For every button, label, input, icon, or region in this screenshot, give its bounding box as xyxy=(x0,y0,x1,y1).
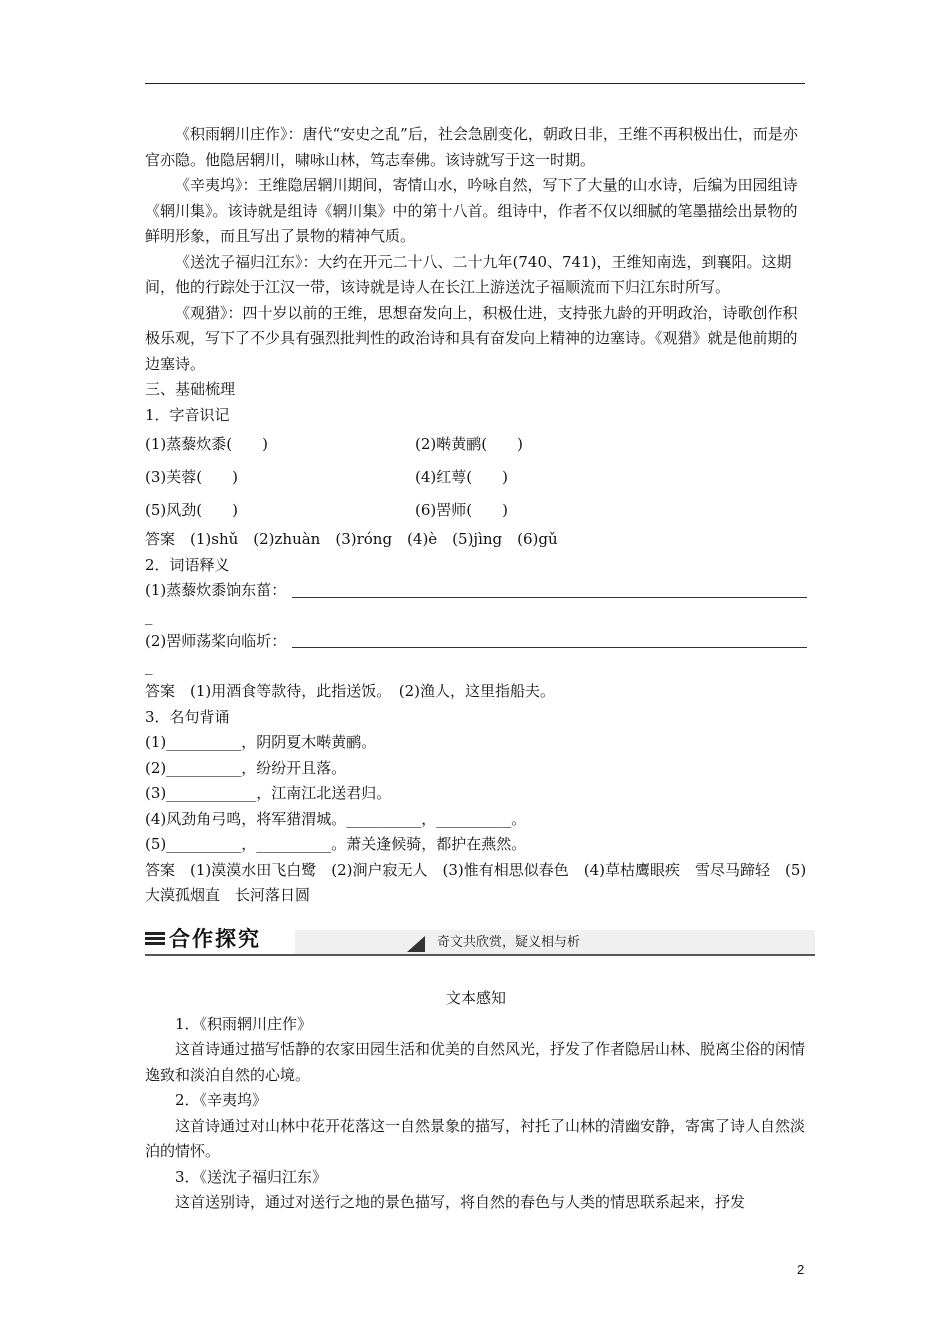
definition-label: (2)罟师荡桨向临圻： xyxy=(145,631,287,650)
q3-heading: 3．名句背诵 xyxy=(145,707,230,726)
answer-blank-line xyxy=(292,596,807,598)
perception-item-title: 2．《辛夷坞》 xyxy=(175,1091,268,1109)
answer-blank-line xyxy=(292,646,807,648)
definition-row-1 xyxy=(145,578,807,604)
continuation-mark: _ xyxy=(145,606,153,625)
pronunciation-row-1 xyxy=(145,428,807,461)
pronunciation-item: (6)罟师( ) xyxy=(415,501,508,519)
stripes-icon xyxy=(145,932,165,950)
pronunciation-item: (5)风劲( ) xyxy=(145,501,238,519)
intro-paragraph-1: 《积雨辋川庄作》：唐代“安史之乱”后，社会急剧变化，朝政日非，王维不再积极出仕，而是亦官亦隐。他隐居辋川，啸咏山林，笃志奉佛。该诗就写于这一时期。 xyxy=(145,125,798,169)
section-heading: 三、基础梳理 xyxy=(145,380,236,398)
perception-item-text: 这首诗通过描写恬静的农家田园生活和优美的自然风光，抒发了作者隐居山林、脱离尘俗的闲情逸致和淡泊自然的心境。 xyxy=(145,1040,806,1084)
definition-row-2 xyxy=(145,629,807,655)
recitation-line-3: (3)____________，江南江北送君归。 xyxy=(145,784,392,802)
perception-item-title: 3．《送沈子福归江东》 xyxy=(175,1167,328,1186)
pronunciation-row-2 xyxy=(145,461,807,494)
continuation-mark: _ xyxy=(145,657,153,675)
perception-content xyxy=(145,986,807,1216)
triangle-icon xyxy=(407,936,425,952)
banner-underline xyxy=(145,954,815,956)
pronunciation-item: (1)蒸藜炊黍( ) xyxy=(145,435,268,453)
definition-label: (1)蒸藜炊黍饷东菑： xyxy=(145,581,287,599)
q3-answer: 答案 (1)漠漠水田飞白鹭 (2)涧户寂无人 (3)惟有相思似春色 (4)草枯鹰眼疾 雪尽马蹄轻 (5)大漠孤烟直 长河落日圆 xyxy=(145,860,807,904)
intro-paragraph-2: 《辛夷坞》：王维隐居辋川期间，寄情山水，吟咏自然，写下了大量的山水诗，后编为田园组诗《辋川集》。该诗就是组诗《辋川集》中的第十八首。组诗中，作者不仅以细腻的笔墨描绘出景物的鲜明形象，而且写出了景物的精神气质。 xyxy=(145,176,798,245)
intro-paragraph-3: 《送沈子福归江东》：大约在开元二十八、二十九年(740、741)，王维知南选，到襄阳。这期间，他的行踪处于江汉一带，该诗就是诗人在长江上游送沈子福顺流而下归江东时所写。 xyxy=(145,252,792,296)
recitation-line-4: (4)风劲角弓鸣，将军猎渭城。__________，__________。 xyxy=(145,809,527,828)
perception-heading: 文本感知 xyxy=(445,989,506,1007)
recitation-line-1: (1)__________，阴阴夏木啭黄鹂。 xyxy=(145,733,377,751)
recitation-line-2: (2)__________，纷纷开且落。 xyxy=(145,758,347,777)
recitation-line-5: (5)__________，__________。萧关逢候骑，都护在燕然。 xyxy=(145,835,527,853)
q2-heading: 2．词语释义 xyxy=(145,555,230,574)
intro-paragraph-4: 《观猎》：四十岁以前的王维，思想奋发向上，积极仕进，支持张九龄的开明政治，诗歌创作积极乐观，写下了不少具有强烈批判性的政治诗和具有奋发向上精神的边塞诗。《观猎》就是他前期的边塞诗。 xyxy=(145,303,798,373)
q2-answer: 答案 (1)用酒食等款待，此指送饭。 (2)渔人，这里指船夫。 xyxy=(145,682,555,700)
header-rule xyxy=(145,83,805,84)
banner-subtitle: 奇文共欣赏，疑义相与析 xyxy=(437,935,581,950)
section-banner xyxy=(145,924,815,956)
main-content xyxy=(145,122,807,909)
q1-answer: 答案 (1)shǔ (2)zhuàn (3)róng (4)è (5)jìng (6)gǔ xyxy=(145,530,558,548)
perception-item-text: 这首诗通过对山林中花开花落这一自然景象的描写，衬托了山林的清幽安静，寄寓了诗人自然淡泊的情怀。 xyxy=(145,1116,806,1160)
pronunciation-item: (4)红萼( ) xyxy=(415,468,508,486)
q1-heading: 1．字音识记 xyxy=(145,405,230,424)
pronunciation-row-3 xyxy=(145,494,807,527)
banner-title: 合作探究 xyxy=(169,927,261,951)
pronunciation-item: (3)芙蓉( ) xyxy=(145,468,238,486)
page-number: 2 xyxy=(797,1262,805,1277)
perception-item-text: 这首送别诗，通过对送行之地的景色描写，将自然的春色与人类的情思联系起来，抒发 xyxy=(175,1193,746,1211)
pronunciation-item: (2)啭黄鹂( ) xyxy=(415,435,523,453)
perception-item-title: 1．《积雨辋川庄作》 xyxy=(175,1014,313,1033)
